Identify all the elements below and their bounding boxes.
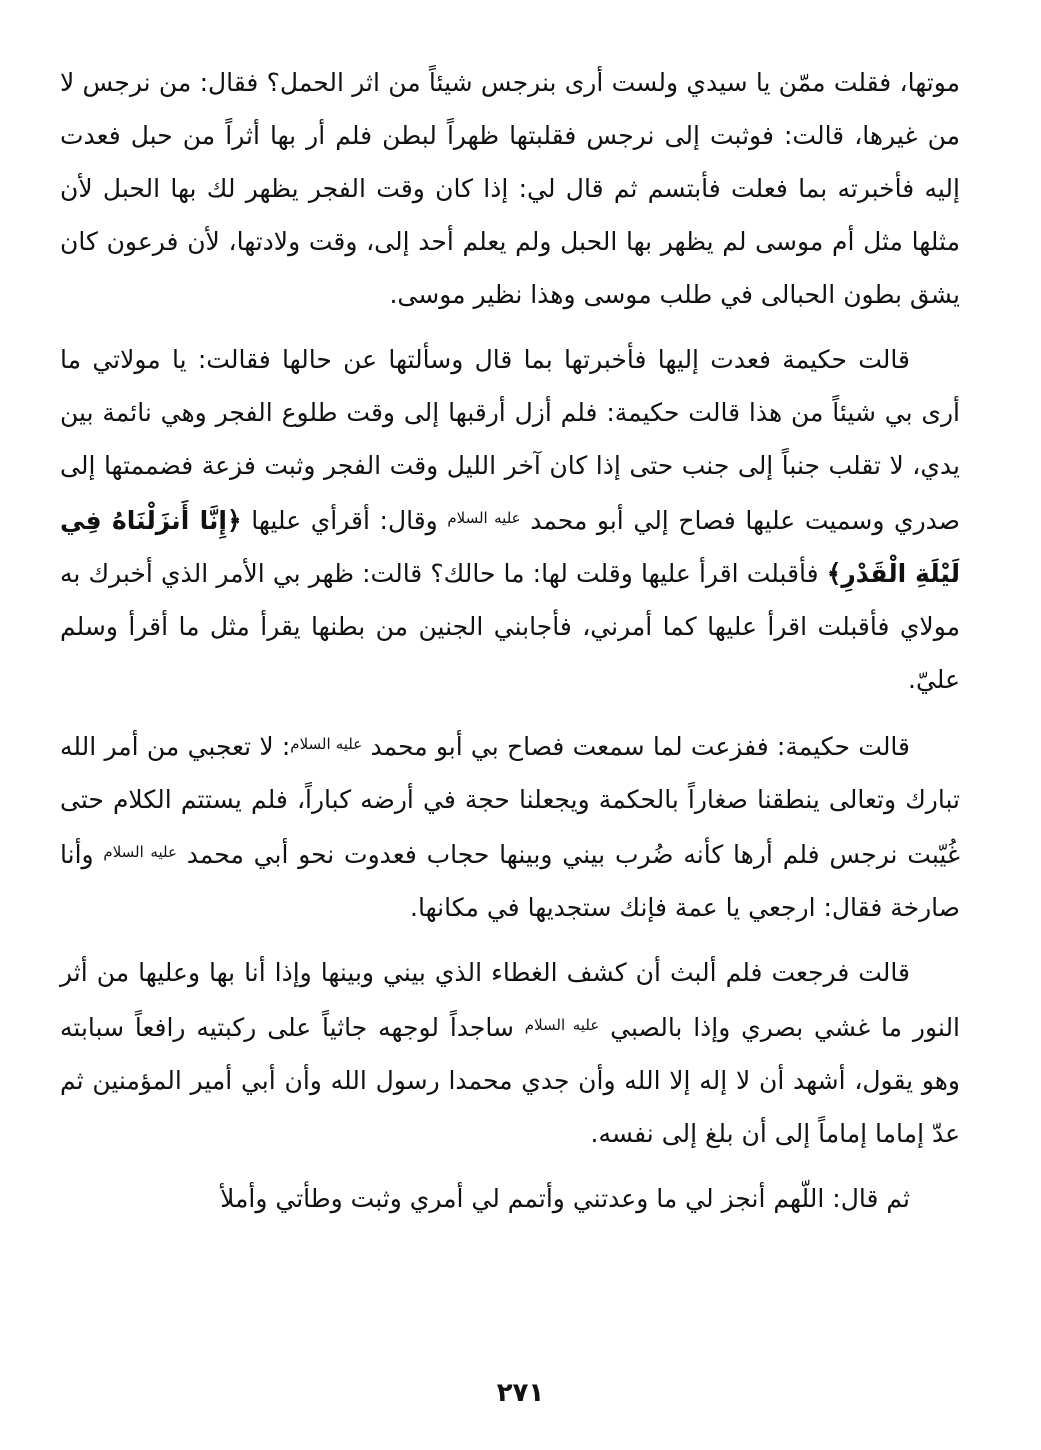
paragraph-3 (60, 718, 960, 934)
honorific-mark: عليه السلام (103, 843, 177, 861)
quran-verse: ﴿إِنَّا أَنزَلْنَاهُ فِي لَيْلَةِ الْقَدْرِ﴾ (60, 506, 961, 588)
paragraph-text: موتها، فقلت ممّن يا سيدي ولست أرى بنرجس شيئاً من اثر الحمل؟ فقال: من نرجس لا من غيرها، قالت: فوثبت إلى نرجس فقلبتها ظهراً لبطن فلم أر بها أثراً من حبل فعدت إليه فأخبرته بما فعلت فأبتسم ثم قال لي: إذا كان وقت الفجر يظهر لك بها الحبل لأن مثلها مثل أم موسى لم يظهر بها الحبل ولم يعلم أحد إلى، وقت ولادتها، لأن فرعون كان يشق بطون الحبالى في طلب موسى وهذا نظير موسى. (60, 68, 960, 309)
paragraph-text: ساجداً لوجهه جاثياً على ركبتيه رافعاً سبابته وهو يقول، أشهد أن لا إله إلا الله وأن جدي محمدا رسول الله وأن أبي أمير المؤمنين ثم عدّ إماما إماماً إلى أن بلغ إلى نفسه. (60, 1013, 960, 1148)
paragraph-text: وأنا صارخة فقال: ارجعي يا عمة فإنك ستجديها في مكانها. (60, 840, 960, 922)
paragraph-text: قالت فرجعت فلم ألبث أن كشف الغطاء الذي بيني وبينها وإذا أنا بها وعليها من أثر النور ما غشي بصري وإذا بالصبي (60, 958, 961, 1042)
paragraph-1 (60, 56, 960, 321)
page-body (60, 56, 960, 1396)
paragraph-text: وقال: أقرأي عليها (241, 506, 448, 535)
paragraph-4 (60, 946, 960, 1160)
honorific-mark: عليه السلام (290, 735, 363, 753)
honorific-mark: عليه السلام (447, 509, 521, 527)
page-number: ٢٧١ (496, 1378, 545, 1408)
paragraph-text: ثم قال: اللّهم أنجز لي ما وعدتني وأتمم لي أمري وثبت وطأتي وأملأ (220, 1184, 910, 1213)
honorific-mark: عليه السلام (524, 1016, 600, 1034)
paragraph-text: : لا تعجبي من أمر الله تبارك وتعالى ينطقنا صغاراً بالحكمة ويجعلنا حجة في أرضه كباراً، فلم يستتم الكلام حتى غُيّبت نرجس فلم أرها كأنه ضُرب بيني وبينها حجاب فعدوت نحو أبي محمد (60, 732, 960, 869)
paragraph-text: قالت حكيمة فعدت إليها فأخبرتها بما قال وسألتها عن حالها فقالت: يا مولاتي ما أرى بي شيئاً من هذا قالت حكيمة: فلم أزل أرقبها إلى وقت طلوع الفجر وهي نائمة بين يدي، لا تقلب جنباً إلى جنب حتى إذا كان آخر الليل وقت الفجر وثبت فزعة فضممتها إلى صدري وسميت عليها فصاح إلي أبو محمد (60, 345, 960, 535)
paragraph-2 (60, 333, 960, 706)
paragraph-5 (60, 1172, 960, 1225)
paragraph-text: فأقبلت اقرأ عليها وقلت لها: ما حالك؟ قالت: ظهر بي الأمر الذي أخبرك به مولاي فأقبلت اقرأ عليها كما أمرني، فأجابني الجنين من بطنها يقرأ مثل ما أقرأ وسلم عليّ. (60, 559, 960, 694)
paragraph-text: قالت حكيمة: ففزعت لما سمعت فصاح بي أبو محمد (362, 732, 910, 761)
